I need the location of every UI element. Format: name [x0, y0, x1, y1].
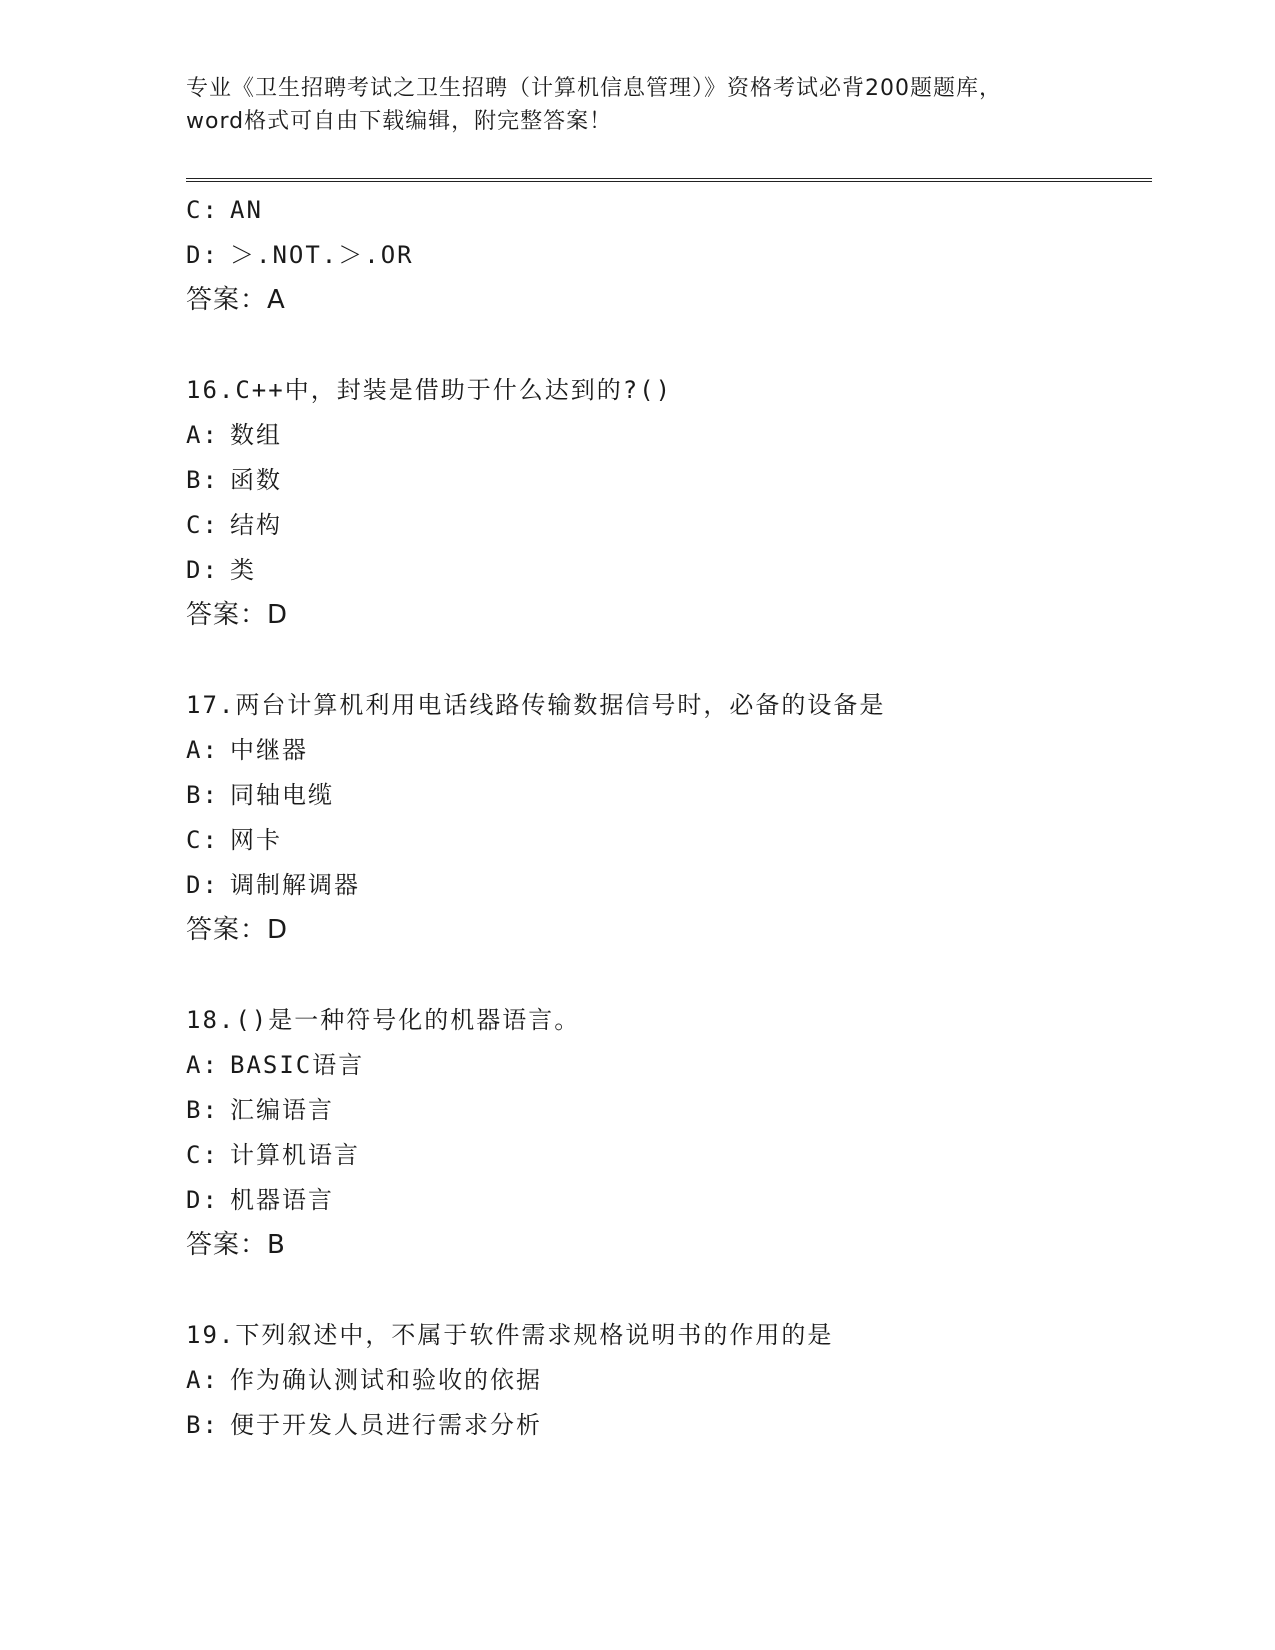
option-text: AN [230, 196, 263, 224]
answer-line: 答案：D [186, 600, 289, 630]
option-text: ＞.NOT.＞.OR [230, 241, 414, 269]
option-line [186, 548, 1146, 593]
option-key: D: [186, 556, 219, 584]
previous-question-tail [186, 188, 1146, 323]
question-block [186, 683, 1146, 953]
option-text: 网卡 [230, 826, 282, 854]
option-key: B: [186, 781, 219, 809]
option-line [186, 728, 1146, 773]
option-key: B: [186, 1411, 219, 1439]
option-text: 调制解调器 [230, 871, 360, 899]
option-line [186, 1178, 1146, 1223]
document-header [186, 72, 1086, 138]
question-block [186, 998, 1146, 1268]
option-text: 汇编语言 [230, 1096, 334, 1124]
option-line [186, 233, 1146, 278]
option-text: 作为确认测试和验收的依据 [230, 1366, 542, 1394]
option-line [186, 863, 1146, 908]
spacer [186, 323, 1146, 368]
option-text: 类 [230, 556, 256, 584]
question-block [186, 1313, 1146, 1448]
option-line [186, 818, 1146, 863]
option-key: C: [186, 196, 219, 224]
option-key: C: [186, 1141, 219, 1169]
option-line [186, 1133, 1146, 1178]
option-text: 计算机语言 [230, 1141, 360, 1169]
option-line [186, 773, 1146, 818]
option-key: A: [186, 736, 219, 764]
option-key: A: [186, 1051, 219, 1079]
option-key: D: [186, 871, 219, 899]
option-line [186, 1043, 1146, 1088]
option-key: D: [186, 1186, 219, 1214]
option-line [186, 1088, 1146, 1133]
question-title: 19.下列叙述中，不属于软件需求规格说明书的作用的是 [186, 1321, 834, 1349]
header-divider [186, 178, 1152, 182]
header-line-1: 专业《卫生招聘考试之卫生招聘（计算机信息管理）》资格考试必背200题题库， [186, 76, 1002, 101]
option-line [186, 458, 1146, 503]
question-title: 17.两台计算机利用电话线路传输数据信号时，必备的设备是 [186, 691, 886, 719]
option-text: 同轴电缆 [230, 781, 334, 809]
answer-line: 答案：D [186, 915, 289, 945]
option-text: BASIC语言 [230, 1051, 365, 1079]
spacer [186, 953, 1146, 998]
option-line [186, 503, 1146, 548]
option-line [186, 1358, 1146, 1403]
option-text: 函数 [230, 466, 282, 494]
answer-line: 答案：B [186, 1230, 286, 1260]
option-text: 结构 [230, 511, 282, 539]
question-title: 18.()是一种符号化的机器语言。 [186, 1006, 581, 1034]
option-key: C: [186, 511, 219, 539]
option-key: A: [186, 1366, 219, 1394]
option-line [186, 188, 1146, 233]
option-line [186, 1403, 1146, 1448]
question-block [186, 368, 1146, 638]
option-key: D: [186, 241, 219, 269]
spacer [186, 638, 1146, 683]
header-line-2: word格式可自由下载编辑，附完整答案！ [186, 109, 613, 134]
question-title: 16.C++中，封装是借助于什么达到的?() [186, 376, 673, 404]
answer-line: 答案：A [186, 285, 286, 315]
option-key: B: [186, 1096, 219, 1124]
option-text: 机器语言 [230, 1186, 334, 1214]
question-content [186, 188, 1146, 1448]
option-key: A: [186, 421, 219, 449]
option-text: 中继器 [230, 736, 308, 764]
spacer [186, 1268, 1146, 1313]
option-text: 便于开发人员进行需求分析 [230, 1411, 542, 1439]
option-key: C: [186, 826, 219, 854]
option-key: B: [186, 466, 219, 494]
option-text: 数组 [230, 421, 282, 449]
option-line [186, 413, 1146, 458]
